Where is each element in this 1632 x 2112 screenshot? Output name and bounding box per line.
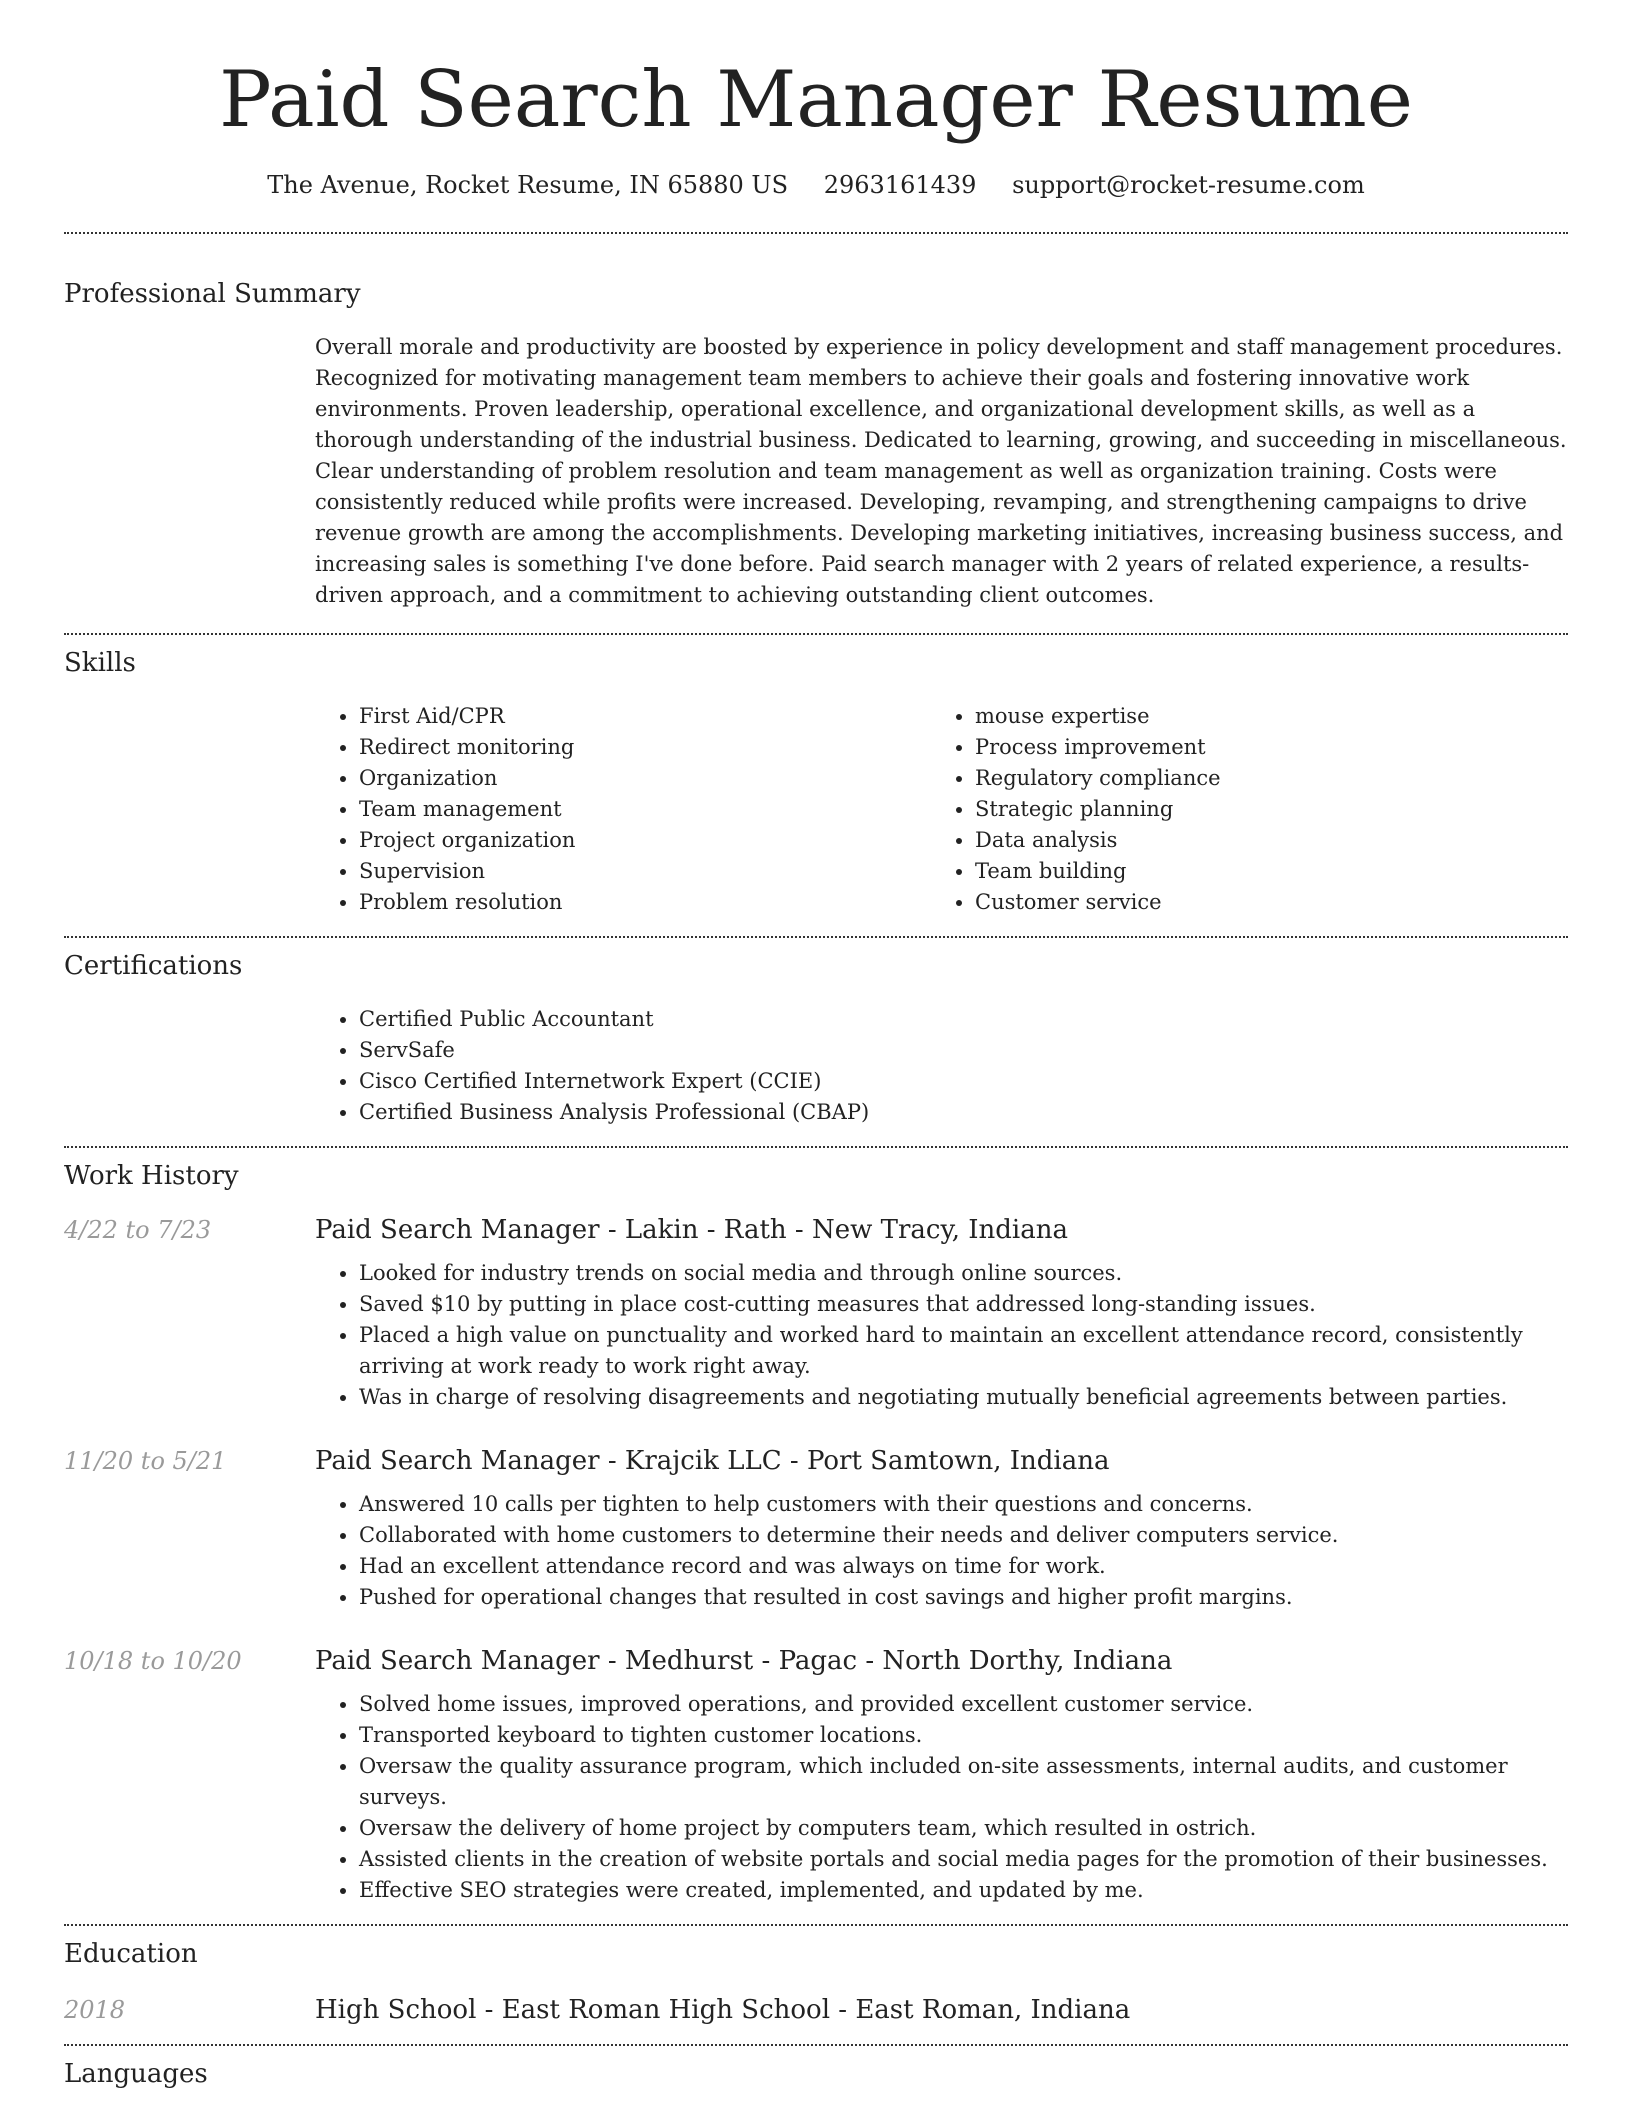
skill-item: • Organization bbox=[359, 763, 931, 794]
skills-column-left bbox=[315, 701, 931, 918]
job-title: Paid Search Manager - Krajcik LLC - Port Samtown, Indiana bbox=[315, 1446, 1110, 1476]
section-divider bbox=[64, 936, 1568, 938]
job-bullet: • Oversaw the quality assurance program, which included on-site assessments, internal audits, and customer surveys. bbox=[359, 1751, 1568, 1813]
education-section bbox=[64, 1938, 1568, 2026]
section-divider bbox=[64, 633, 1568, 635]
job-entry bbox=[64, 1445, 1568, 1613]
job-bullet: • Pushed for operational changes that resulted in cost savings and higher profit margins. bbox=[359, 1582, 1568, 1613]
summary-heading: Professional Summary bbox=[64, 279, 361, 309]
job-entry bbox=[64, 1214, 1568, 1413]
languages-section bbox=[64, 2058, 1568, 2090]
contact-email[interactable]: support@rocket-resume.com bbox=[1012, 171, 1365, 199]
certification-item: • Certified Public Accountant bbox=[359, 1004, 1568, 1035]
skill-item: • Customer service bbox=[975, 887, 1547, 918]
section-divider bbox=[64, 1146, 1568, 1148]
resume-title: Paid Search Manager Resume bbox=[219, 55, 1413, 145]
skill-item: • mouse expertise bbox=[975, 701, 1547, 732]
job-bullet: • Solved home issues, improved operations, and provided excellent customer service. bbox=[359, 1689, 1568, 1720]
work-history-heading: Work History bbox=[64, 1161, 239, 1191]
skill-item: • Strategic planning bbox=[975, 794, 1547, 825]
job-title: Paid Search Manager - Lakin - Rath - New Tracy, Indiana bbox=[315, 1215, 1068, 1245]
certification-item: • Certified Business Analysis Professional (CBAP) bbox=[359, 1097, 1568, 1128]
skills-section bbox=[64, 647, 1568, 918]
certification-item: • ServSafe bbox=[359, 1035, 1568, 1066]
work-history-section bbox=[64, 1160, 1568, 1906]
job-bullet: • Assisted clients in the creation of website portals and social media pages for the promotion of their businesses. bbox=[359, 1844, 1568, 1875]
resume-page bbox=[64, 0, 1568, 2090]
skill-item: • Process improvement bbox=[975, 732, 1547, 763]
section-divider bbox=[64, 232, 1568, 234]
job-bullet: • Looked for industry trends on social media and through online sources. bbox=[359, 1258, 1568, 1289]
job-entry bbox=[64, 1645, 1568, 1906]
education-dates: 2018 bbox=[64, 1996, 126, 2024]
job-bullet: • Placed a high value on punctuality and worked hard to maintain an excellent attendance record, consistently arriving at work ready to work right away. bbox=[359, 1320, 1568, 1382]
skill-item: • First Aid/CPR bbox=[359, 701, 931, 732]
job-title: Paid Search Manager - Medhurst - Pagac - North Dorthy, Indiana bbox=[315, 1646, 1173, 1676]
education-heading: Education bbox=[64, 1939, 198, 1969]
certifications-heading: Certifications bbox=[64, 951, 243, 981]
job-bullet: • Oversaw the delivery of home project by computers team, which resulted in ostrich. bbox=[359, 1813, 1568, 1844]
skill-item: • Supervision bbox=[359, 856, 931, 887]
skills-column-right bbox=[931, 701, 1547, 918]
languages-heading: Languages bbox=[64, 2059, 208, 2089]
job-dates: 10/18 to 10/20 bbox=[64, 1647, 242, 1675]
skill-item: • Regulatory compliance bbox=[975, 763, 1547, 794]
contact-address: The Avenue, Rocket Resume, IN 65880 US bbox=[267, 171, 789, 199]
skill-item: • Team management bbox=[359, 794, 931, 825]
contact-line bbox=[64, 170, 1568, 200]
section-divider bbox=[64, 1924, 1568, 1926]
job-bullet: • Was in charge of resolving disagreements and negotiating mutually beneficial agreements between parties. bbox=[359, 1382, 1568, 1413]
certification-item: • Cisco Certified Internetwork Expert (CCIE) bbox=[359, 1066, 1568, 1097]
contact-phone: 2963161439 bbox=[823, 171, 977, 199]
job-bullet: • Effective SEO strategies were created, implemented, and updated by me. bbox=[359, 1875, 1568, 1906]
job-bullet: • Saved $10 by putting in place cost-cutting measures that addressed long-standing issues. bbox=[359, 1289, 1568, 1320]
skill-item: • Data analysis bbox=[975, 825, 1547, 856]
job-bullet: • Had an excellent attendance record and was always on time for work. bbox=[359, 1551, 1568, 1582]
education-entry: High School - East Roman High School - East Roman, Indiana bbox=[315, 1995, 1131, 2025]
skill-item: • Problem resolution bbox=[359, 887, 931, 918]
job-dates: 11/20 to 5/21 bbox=[64, 1447, 227, 1475]
job-bullet: • Transported keyboard to tighten customer locations. bbox=[359, 1720, 1568, 1751]
skill-item: • Redirect monitoring bbox=[359, 732, 931, 763]
summary-text: Overall morale and productivity are boosted by experience in policy development and staff management procedures. Recognized for motivating management team members to achieve their goals and fostering innovative work environments. Proven leadership, operational excellence, and organizational development skills, as well as a thorough understanding of the industrial business. Dedicated to learning, growing, and succeeding in miscellaneous. Clear understanding of problem resolution and team management as well as organization training. Costs were consistently reduced while profits were increased. Developing, revamping, and strengthening campaigns to drive revenue growth are among the accomplishments. Developing marketing initiatives, increasing business success, and increasing sales is something I've done before. Paid search manager with 2 years of related experience, a results-driven approach, and a commitment to achieving outstanding client outcomes. bbox=[315, 335, 1567, 607]
job-dates: 4/22 to 7/23 bbox=[64, 1216, 212, 1244]
certifications-section bbox=[64, 950, 1568, 1128]
summary-section bbox=[64, 278, 1568, 611]
skill-item: • Project organization bbox=[359, 825, 931, 856]
section-divider bbox=[64, 2044, 1568, 2046]
job-bullet: • Collaborated with home customers to determine their needs and deliver computers service. bbox=[359, 1520, 1568, 1551]
skills-heading: Skills bbox=[64, 648, 136, 678]
job-bullet: • Answered 10 calls per tighten to help customers with their questions and concerns. bbox=[359, 1489, 1568, 1520]
skill-item: • Team building bbox=[975, 856, 1547, 887]
